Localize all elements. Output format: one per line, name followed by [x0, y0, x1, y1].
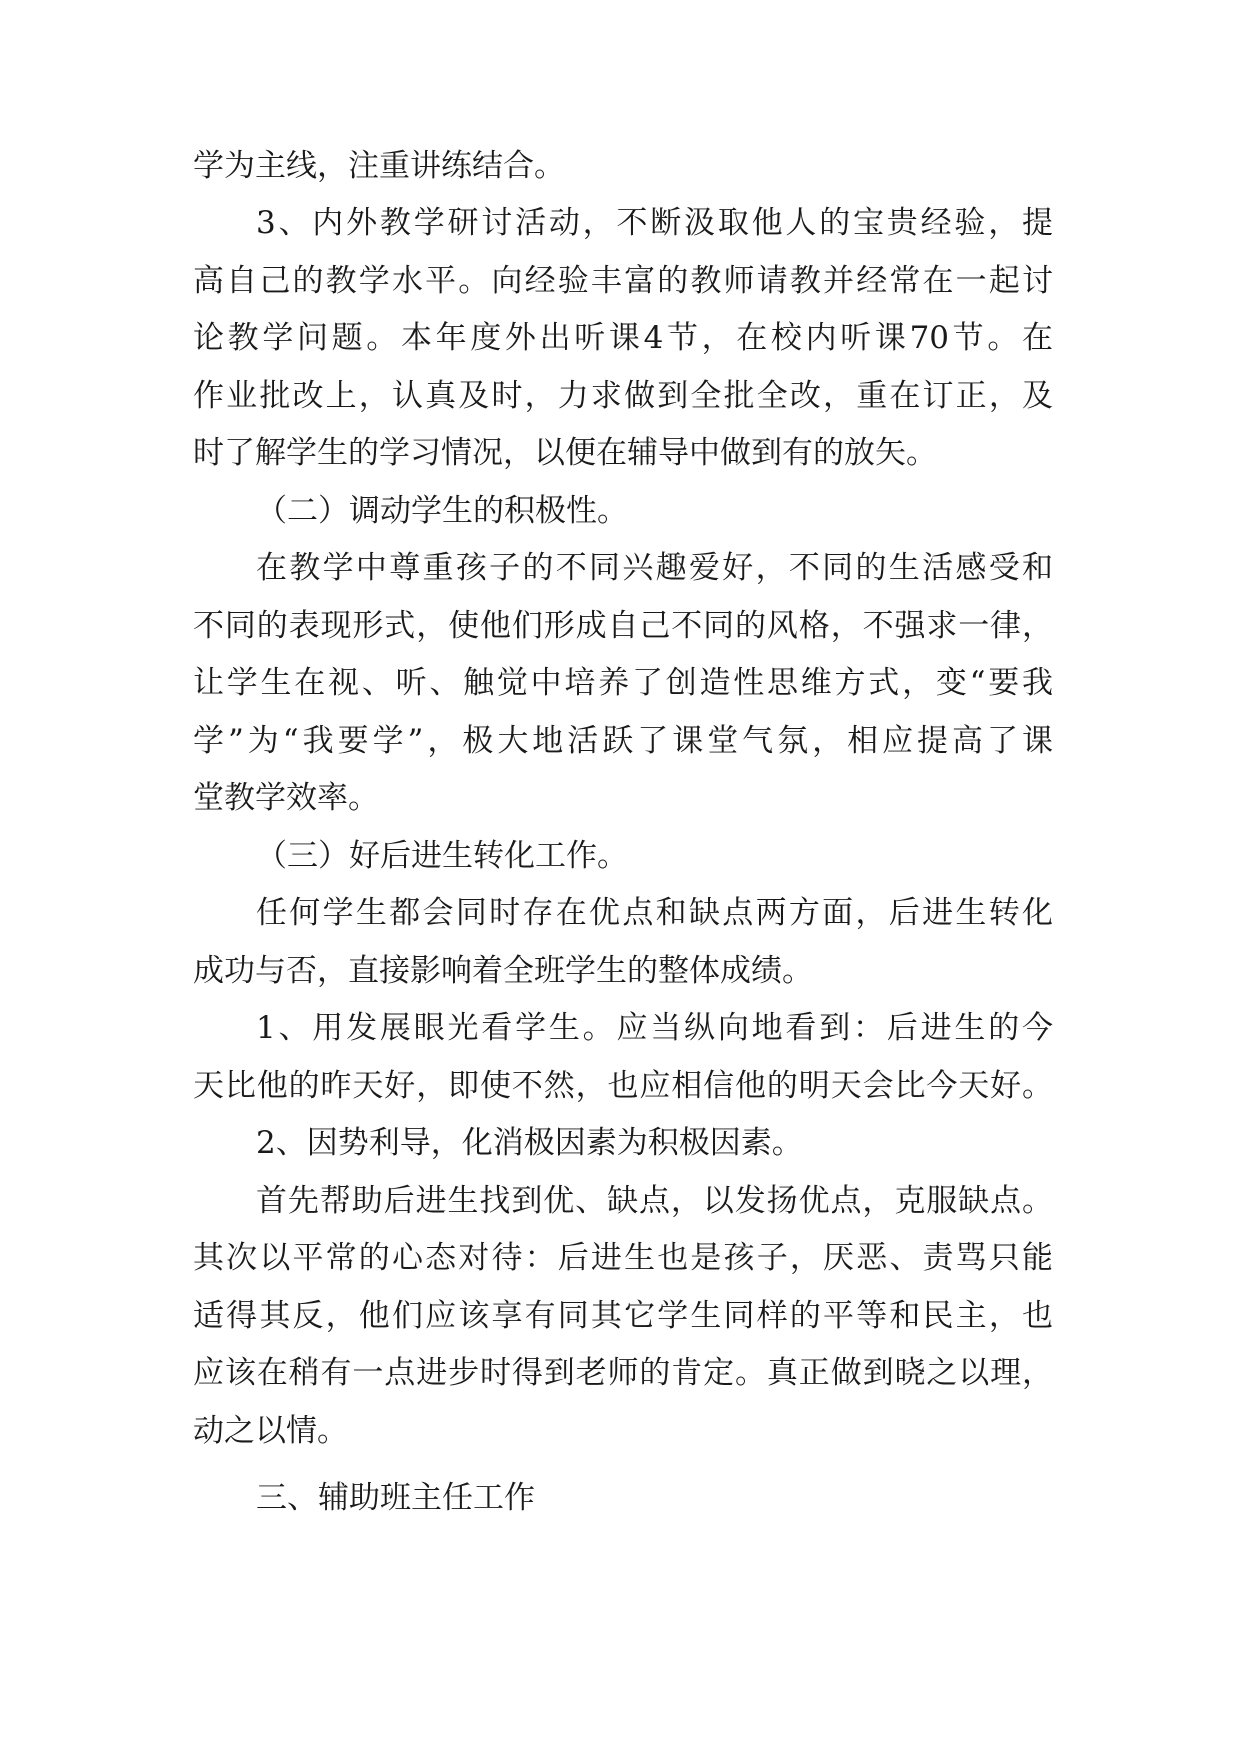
section-heading: 三、辅助班主任工作 [256, 1480, 535, 1516]
paragraph-line: 任何学生都会同时存在优点和缺点两方面，后进生转化 [256, 895, 1053, 931]
paragraph-line: 2、因势利导，化消极因素为积极因素。 [256, 1125, 803, 1161]
paragraph-line: 首先帮助后进生找到优、缺点，以发扬优点，克服缺点。 [256, 1183, 1053, 1219]
paragraph-line: 适得其反，他们应该享有同其它学生同样的平等和民主，也 [193, 1298, 1053, 1334]
paragraph-line: 不同的表现形式，使他们形成自己不同的风格，不强求一律， [193, 608, 1053, 644]
paragraph-line: 天比他的昨天好，即使不然，也应相信他的明天会比今天好。 [193, 1068, 1053, 1104]
paragraph-line: 在教学中尊重孩子的不同兴趣爱好，不同的生活感受和 [256, 550, 1053, 586]
section-heading: （三）好后进生转化工作。 [256, 838, 628, 874]
paragraph-line: 动之以情。 [193, 1413, 348, 1449]
section-heading: （二）调动学生的积极性。 [256, 493, 628, 529]
paragraph-line: 学为主线，注重讲练结合。 [193, 148, 565, 184]
paragraph-line: 论教学问题。本年度外出听课4节，在校内听课70节。在 [193, 320, 1053, 356]
paragraph-line: 让学生在视、听、触觉中培养了创造性思维方式，变“要我 [193, 665, 1053, 701]
paragraph-line: 高自己的教学水平。向经验丰富的教师请教并经常在一起讨 [193, 263, 1053, 299]
paragraph-line: 应该在稍有一点进步时得到老师的肯定。真正做到晓之以理， [193, 1355, 1053, 1391]
paragraph-line: 1、用发展眼光看学生。应当纵向地看到：后进生的今 [256, 1010, 1053, 1046]
paragraph-line: 成功与否，直接影响着全班学生的整体成绩。 [193, 953, 813, 989]
paragraph-line: 堂教学效率。 [193, 780, 379, 816]
paragraph-line: 时了解学生的学习情况，以便在辅导中做到有的放矢。 [193, 435, 937, 471]
paragraph-line: 学”为“我要学”，极大地活跃了课堂气氛，相应提高了课 [193, 723, 1053, 759]
paragraph-line: 3、内外教学研讨活动，不断汲取他人的宝贵经验，提 [256, 205, 1053, 241]
paragraph-line: 作业批改上，认真及时，力求做到全批全改，重在订正，及 [193, 378, 1053, 414]
paragraph-line: 其次以平常的心态对待：后进生也是孩子，厌恶、责骂只能 [193, 1240, 1053, 1276]
